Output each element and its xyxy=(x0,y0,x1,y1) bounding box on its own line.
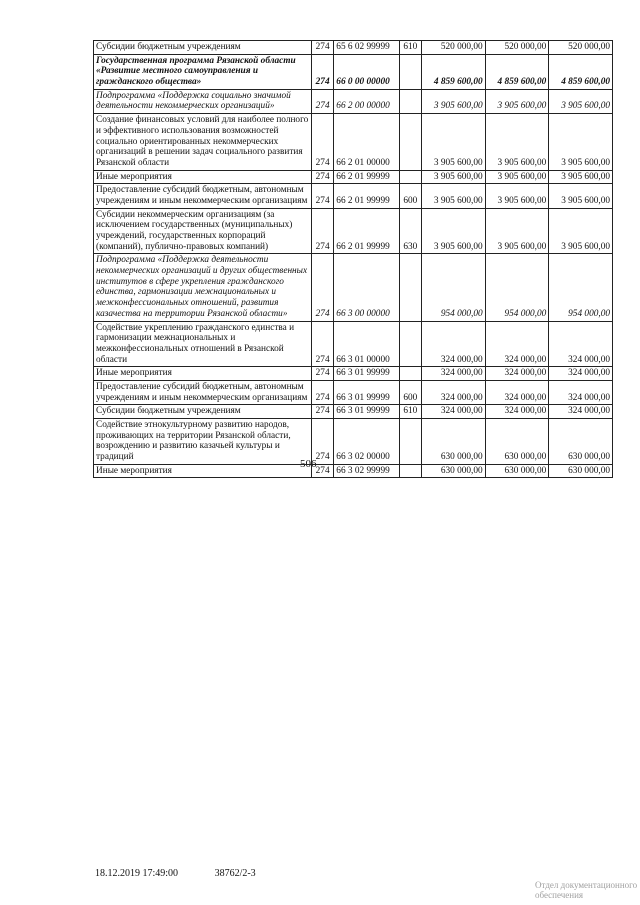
row-name: Государственная программа Рязанской области «Развитие местного самоуправления и гражданского общества» xyxy=(94,54,312,89)
row-csr: 66 3 01 99999 xyxy=(334,405,399,419)
table-row xyxy=(94,184,613,208)
row-csr: 66 2 00 00000 xyxy=(334,89,399,113)
row-name: Субсидии бюджетным учреждениям xyxy=(94,41,312,55)
row-ved: 274 xyxy=(311,405,333,419)
row-csr: 66 2 01 00000 xyxy=(334,114,399,170)
row-value-2020: 630 000,00 xyxy=(422,464,486,478)
row-value-2022: 630 000,00 xyxy=(549,464,613,478)
table-row xyxy=(94,41,613,55)
row-value-2020: 3 905 600,00 xyxy=(422,89,486,113)
stamp-text: Отдел документационного обеспечения xyxy=(535,880,638,900)
table-row xyxy=(94,54,613,89)
row-value-2021: 324 000,00 xyxy=(485,367,549,381)
budget-table-body xyxy=(94,41,613,478)
row-value-2022: 630 000,00 xyxy=(549,419,613,465)
row-value-2022: 324 000,00 xyxy=(549,367,613,381)
row-ved: 274 xyxy=(311,254,333,321)
table-row xyxy=(94,367,613,381)
row-name: Иные мероприятия xyxy=(94,170,312,184)
row-vr xyxy=(399,54,421,89)
table-row xyxy=(94,254,613,321)
row-name: Подпрограмма «Поддержка деятельности некоммерческих организаций и других общественных институтов в сфере укрепления гражданского единства, гармонизации межнациональных и межконфессиональных отношений, развития казачества на территории Рязанской области» xyxy=(94,254,312,321)
row-name: Предоставление субсидий бюджетным, автономным учреждениям и иным некоммерческим организациям xyxy=(94,380,312,404)
row-ved: 274 xyxy=(311,184,333,208)
row-vr: 600 xyxy=(399,184,421,208)
row-value-2020: 630 000,00 xyxy=(422,419,486,465)
row-vr xyxy=(399,321,421,367)
row-vr xyxy=(399,254,421,321)
table-row xyxy=(94,464,613,478)
footer-doc-id: 38762/2-3 xyxy=(214,868,256,879)
row-value-2022: 324 000,00 xyxy=(549,321,613,367)
row-value-2021: 324 000,00 xyxy=(485,321,549,367)
row-name: Содействие укреплению гражданского единства и гармонизации межнациональных и межконфессиональных отношений в Рязанской области xyxy=(94,321,312,367)
row-csr: 66 3 01 99999 xyxy=(334,380,399,404)
row-name: Субсидии бюджетным учреждениям xyxy=(94,405,312,419)
row-value-2021: 324 000,00 xyxy=(485,380,549,404)
row-value-2020: 324 000,00 xyxy=(422,405,486,419)
row-ved: 274 xyxy=(311,419,333,465)
row-value-2020: 3 905 600,00 xyxy=(422,184,486,208)
row-vr xyxy=(399,419,421,465)
row-vr xyxy=(399,170,421,184)
row-value-2022: 324 000,00 xyxy=(549,405,613,419)
row-value-2022: 324 000,00 xyxy=(549,380,613,404)
row-value-2021: 3 905 600,00 xyxy=(485,170,549,184)
row-value-2021: 3 905 600,00 xyxy=(485,89,549,113)
row-value-2021: 954 000,00 xyxy=(485,254,549,321)
row-value-2022: 520 000,00 xyxy=(549,41,613,55)
row-value-2020: 324 000,00 xyxy=(422,367,486,381)
row-csr: 66 3 02 99999 xyxy=(334,464,399,478)
row-ved: 274 xyxy=(311,54,333,89)
row-value-2022: 3 905 600,00 xyxy=(549,208,613,254)
row-value-2021: 630 000,00 xyxy=(485,464,549,478)
row-csr: 66 0 00 00000 xyxy=(334,54,399,89)
table-row xyxy=(94,405,613,419)
row-name: Создание финансовых условий для наиболее полного и эффективного использования возможностей социально ориентированных некоммерческих организаций в решении задач социального развития Рязанской области xyxy=(94,114,312,170)
row-value-2021: 520 000,00 xyxy=(485,41,549,55)
row-value-2021: 3 905 600,00 xyxy=(485,184,549,208)
row-vr: 610 xyxy=(399,405,421,419)
row-csr: 66 3 01 00000 xyxy=(334,321,399,367)
row-name: Подпрограмма «Поддержка социально значимой деятельности некоммерческих организаций» xyxy=(94,89,312,113)
row-ved: 274 xyxy=(311,170,333,184)
page-number: 506 xyxy=(300,458,317,470)
row-name: Субсидии некоммерческим организациям (за исключением государственных (муниципальных) учреждений, государственных корпораций (компаний), публично-правовых компаний) xyxy=(94,208,312,254)
row-value-2022: 3 905 600,00 xyxy=(549,89,613,113)
row-ved: 274 xyxy=(311,380,333,404)
row-ved: 274 xyxy=(311,464,333,478)
row-name: Иные мероприятия xyxy=(94,367,312,381)
row-value-2021: 4 859 600,00 xyxy=(485,54,549,89)
row-name: Иные мероприятия xyxy=(94,464,312,478)
row-vr: 610 xyxy=(399,41,421,55)
row-vr xyxy=(399,464,421,478)
row-csr: 66 2 01 99999 xyxy=(334,170,399,184)
row-value-2021: 630 000,00 xyxy=(485,419,549,465)
row-ved: 274 xyxy=(311,367,333,381)
row-value-2020: 3 905 600,00 xyxy=(422,114,486,170)
row-vr: 630 xyxy=(399,208,421,254)
row-value-2020: 4 859 600,00 xyxy=(422,54,486,89)
row-csr: 66 3 01 99999 xyxy=(334,367,399,381)
row-value-2022: 4 859 600,00 xyxy=(549,54,613,89)
row-ved: 274 xyxy=(311,208,333,254)
row-csr: 66 2 01 99999 xyxy=(334,184,399,208)
row-value-2020: 324 000,00 xyxy=(422,380,486,404)
row-value-2021: 3 905 600,00 xyxy=(485,114,549,170)
row-vr xyxy=(399,89,421,113)
row-ved: 274 xyxy=(311,321,333,367)
table-row xyxy=(94,170,613,184)
row-ved: 274 xyxy=(311,89,333,113)
row-value-2022: 3 905 600,00 xyxy=(549,170,613,184)
table-row xyxy=(94,321,613,367)
row-vr xyxy=(399,114,421,170)
row-value-2021: 3 905 600,00 xyxy=(485,208,549,254)
row-csr: 66 3 02 00000 xyxy=(334,419,399,465)
row-csr: 65 6 02 99999 xyxy=(334,41,399,55)
row-name: Предоставление субсидий бюджетным, автономным учреждениям и иным некоммерческим организациям xyxy=(94,184,312,208)
table-row xyxy=(94,89,613,113)
row-csr: 66 3 00 00000 xyxy=(334,254,399,321)
row-name: Содействие этнокультурному развитию народов, проживающих на территории Рязанской области, возрождению и развитию казачьей культуры и традиций xyxy=(94,419,312,465)
row-value-2020: 324 000,00 xyxy=(422,321,486,367)
row-value-2022: 3 905 600,00 xyxy=(549,114,613,170)
budget-table xyxy=(93,40,613,478)
table-row xyxy=(94,380,613,404)
row-value-2022: 3 905 600,00 xyxy=(549,184,613,208)
row-ved: 274 xyxy=(311,114,333,170)
row-value-2020: 3 905 600,00 xyxy=(422,208,486,254)
table-row xyxy=(94,419,613,465)
row-value-2022: 954 000,00 xyxy=(549,254,613,321)
row-value-2021: 324 000,00 xyxy=(485,405,549,419)
row-value-2020: 520 000,00 xyxy=(422,41,486,55)
footer-datetime: 18.12.2019 17:49:00 xyxy=(95,868,179,879)
row-csr: 66 2 01 99999 xyxy=(334,208,399,254)
row-ved: 274 xyxy=(311,41,333,55)
budget-table-area xyxy=(93,40,613,840)
row-vr: 600 xyxy=(399,380,421,404)
row-value-2020: 3 905 600,00 xyxy=(422,170,486,184)
row-value-2020: 954 000,00 xyxy=(422,254,486,321)
row-vr xyxy=(399,367,421,381)
table-row xyxy=(94,114,613,170)
table-row xyxy=(94,208,613,254)
footer xyxy=(95,868,290,879)
